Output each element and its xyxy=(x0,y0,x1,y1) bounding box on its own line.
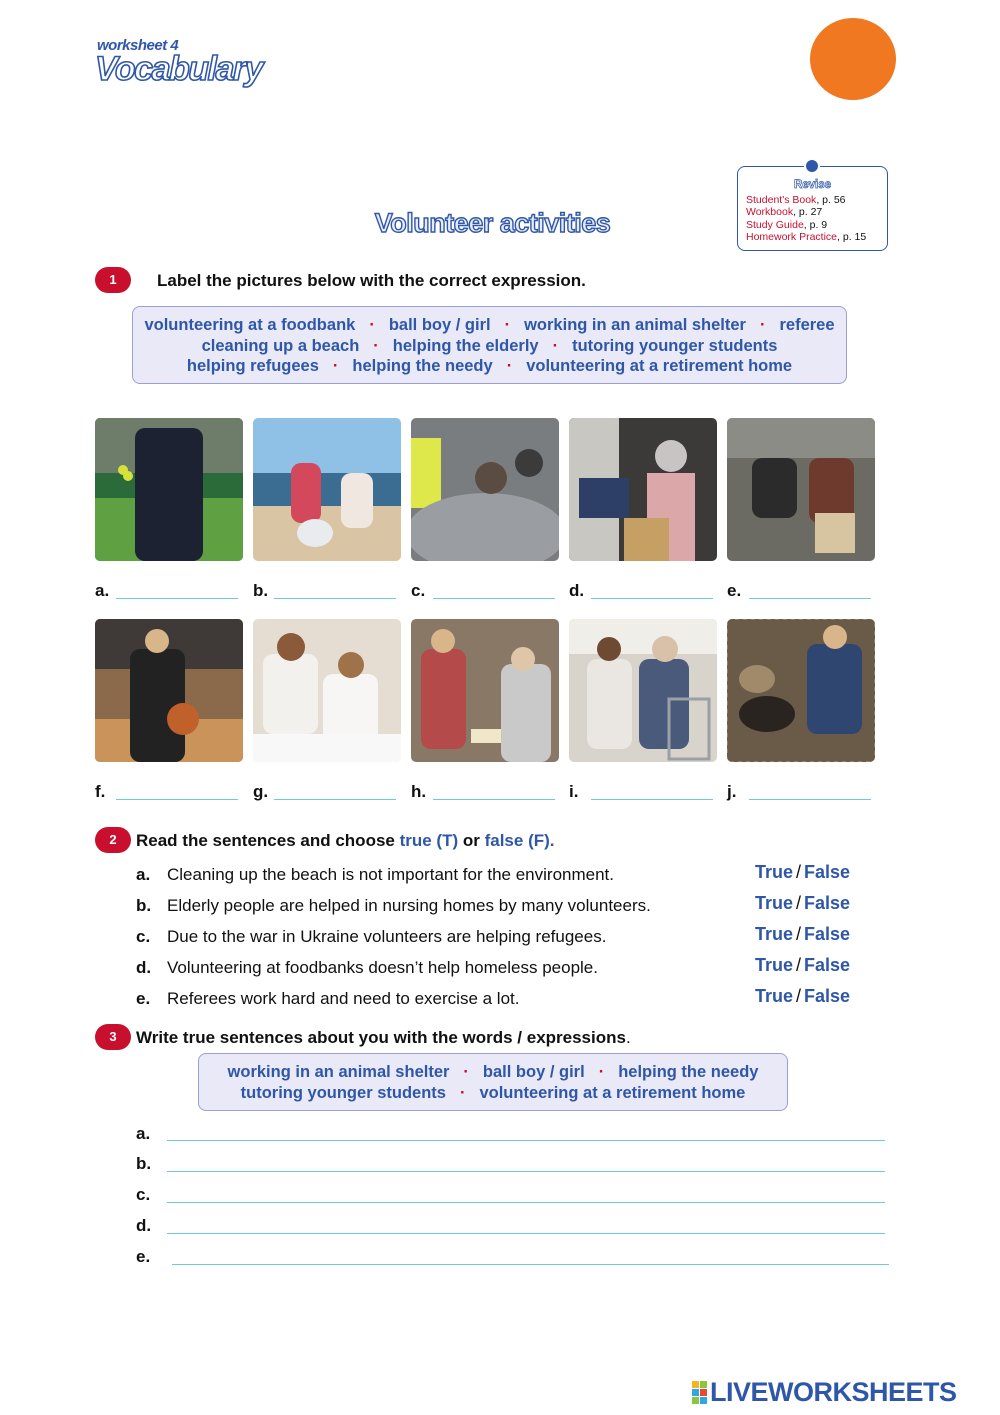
writing-line-a[interactable] xyxy=(167,1140,885,1141)
false-option[interactable]: False xyxy=(804,986,851,1006)
exercise-1-badge: 1 xyxy=(95,267,131,293)
label-letter: e. xyxy=(727,581,742,600)
true-option[interactable]: True xyxy=(755,924,794,944)
tf-item-letter: d. xyxy=(136,958,152,977)
revise-item: Study Guide, p. 9 xyxy=(746,218,828,231)
photo-tutoring xyxy=(253,619,401,762)
tf-choice-b: True / False xyxy=(755,893,851,913)
photo-elderly-walker xyxy=(569,619,717,762)
revise-item: Student's Book, p. 56 xyxy=(746,193,846,206)
pin-icon xyxy=(804,158,820,174)
answer-blank-f[interactable] xyxy=(116,799,238,800)
answer-blank-h[interactable] xyxy=(433,799,555,800)
writing-line-letter: b. xyxy=(136,1154,152,1173)
page-title: Volunteer activities xyxy=(374,208,611,238)
photo-beach-cleanup xyxy=(253,418,401,561)
exercise-3-instruction: Write true sentences about you with the words / expressions. xyxy=(136,1028,631,1047)
writing-line-c[interactable] xyxy=(167,1202,885,1203)
photo-basketball-referee xyxy=(95,619,243,762)
tf-choice-d: True / False xyxy=(755,955,851,975)
exercise-1-instruction: Label the pictures below with the correct expression. xyxy=(157,271,586,290)
photo-foodbank-delivery xyxy=(569,418,717,561)
writing-line-letter: e. xyxy=(136,1247,151,1266)
worksheet-number: worksheet 4 xyxy=(97,37,179,54)
answer-blank-c[interactable] xyxy=(433,598,555,599)
false-option[interactable]: False xyxy=(804,924,851,944)
brand-name: LIVEWORKSHEETS xyxy=(710,1377,957,1407)
writing-line-e[interactable] xyxy=(172,1264,889,1265)
photo-tennis-ball-boy xyxy=(95,418,243,561)
tf-item-text: Referees work hard and need to exercise a lot. xyxy=(167,989,520,1008)
answer-blank-j[interactable] xyxy=(749,799,871,800)
label-letter: h. xyxy=(411,782,427,801)
answer-blank-b[interactable] xyxy=(274,598,396,599)
tf-item-letter: c. xyxy=(136,927,151,946)
exercise-2-badge: 2 xyxy=(95,827,131,853)
tf-item-text: Elderly people are helped in nursing homes by many volunteers. xyxy=(167,896,651,915)
photo-helping-needy xyxy=(727,418,875,561)
exercise-1-word-bank: volunteering at a foodbank · ball boy / girl · working in an animal shelter · referee cleaning up a beach · helping the elderly · tutoring younger students helping refugees · helping the needy · volunteering at a retirement home xyxy=(132,306,847,384)
tf-item-text: Cleaning up the beach is not important for the environment. xyxy=(167,865,614,884)
true-option[interactable]: True xyxy=(755,893,794,913)
label-letter: a. xyxy=(95,581,110,600)
label-letter: f. xyxy=(95,782,106,801)
exercise-3-word-bank: working in an animal shelter · ball boy / girl · helping the needy tutoring younger students · volunteering at a retirement home xyxy=(198,1053,788,1111)
writing-line-letter: d. xyxy=(136,1216,152,1235)
worksheet-heading: Vocabulary xyxy=(95,50,263,88)
revise-title: Revise xyxy=(793,179,832,191)
writing-line-b[interactable] xyxy=(167,1171,885,1172)
answer-blank-a[interactable] xyxy=(116,598,238,599)
tf-item-letter: e. xyxy=(136,989,151,1008)
true-option[interactable]: True xyxy=(755,986,794,1006)
revise-item: Homework Practice, p. 15 xyxy=(746,231,867,243)
answer-blank-d[interactable] xyxy=(591,598,713,599)
tf-choice-c: True / False xyxy=(755,924,851,944)
liveworksheets-logo xyxy=(692,1377,957,1408)
tf-choice-a: True / False xyxy=(755,862,851,882)
true-option[interactable]: True xyxy=(755,862,794,882)
label-letter: g. xyxy=(253,782,269,801)
label-letter: b. xyxy=(253,581,269,600)
revise-item: Workbook, p. 27 xyxy=(746,206,823,218)
photo-refugees-blankets xyxy=(411,418,559,561)
true-option[interactable]: True xyxy=(755,955,794,975)
tf-choice-e: True / False xyxy=(755,986,851,1006)
exercise-2-instruction: Read the sentences and choose true (T) or false (F). xyxy=(136,831,555,850)
tf-item-letter: a. xyxy=(136,865,151,884)
writing-line-letter: c. xyxy=(136,1185,151,1204)
label-letter: j. xyxy=(727,782,737,801)
writing-line-letter: a. xyxy=(136,1124,151,1143)
orange-circle-decoration xyxy=(810,18,896,100)
writing-line-d[interactable] xyxy=(167,1233,885,1234)
label-letter: d. xyxy=(569,581,585,600)
false-option[interactable]: False xyxy=(804,955,851,975)
answer-blank-e[interactable] xyxy=(749,598,871,599)
photo-animal-shelter xyxy=(727,619,875,762)
false-option[interactable]: False xyxy=(804,862,851,882)
label-letter: i. xyxy=(569,782,579,801)
logo-grid-icon xyxy=(692,1381,707,1404)
label-letter: c. xyxy=(411,581,426,600)
photo-helping-refugees xyxy=(411,619,559,762)
false-option[interactable]: False xyxy=(804,893,851,913)
answer-blank-i[interactable] xyxy=(591,799,713,800)
exercise-3-badge: 3 xyxy=(95,1024,131,1050)
tf-item-text: Volunteering at foodbanks doesn’t help homeless people. xyxy=(167,958,598,977)
tf-item-letter: b. xyxy=(136,896,152,915)
answer-blank-g[interactable] xyxy=(274,799,396,800)
tf-item-text: Due to the war in Ukraine volunteers are helping refugees. xyxy=(167,927,607,946)
